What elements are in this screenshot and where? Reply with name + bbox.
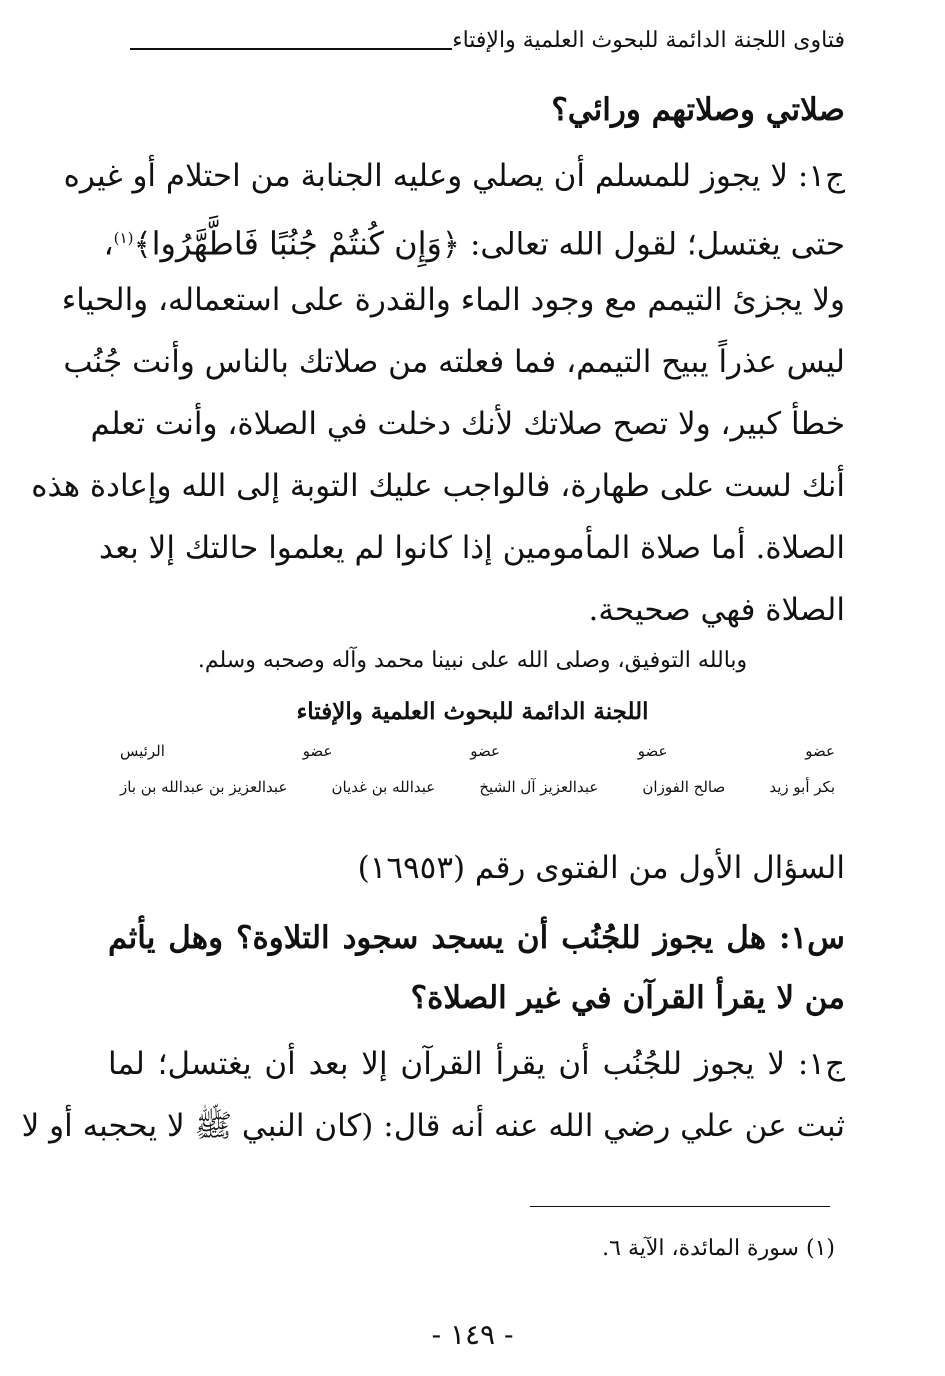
answer1-line7: الصلاة. أما صلاة المأمومين إذا كانوا لم يعلموا حالتك إلا بعد	[98, 530, 845, 566]
page-number: - ١٤٩ -	[431, 1318, 514, 1351]
signatory-role: عضو	[637, 742, 668, 760]
signatory-role: الرئيس	[120, 742, 165, 760]
question2-line2: من لا يقرأ القرآن في غير الصلاة؟	[410, 980, 845, 1016]
signatory-name: بكر أبو زيد	[769, 778, 835, 796]
question-continuation: صلاتي وصلاتهم ورائي؟	[551, 92, 845, 128]
signatory-role: عضو	[302, 742, 333, 760]
signatory-role: عضو	[470, 742, 500, 760]
answer2-line2: ثبت عن علي رضي الله عنه أنه قال: (كان النبي ﷺ لا يحجبه أو لا	[21, 1108, 845, 1144]
quran-bracket-close: ﴾	[133, 226, 152, 263]
answer1-line8: الصلاة فهي صحيحة.	[588, 592, 845, 628]
header-rule	[130, 48, 452, 50]
footnote-rule	[530, 1206, 830, 1207]
quran-verse: وَإِن كُنتُمْ جُنُبًا فَاطَّهَّرُوا	[151, 224, 442, 263]
answer1-line6: أنك لست على طهارة، فالواجب عليك التوبة إلى الله وإعادة هذه	[31, 468, 845, 504]
answer1-line5: خطأ كبير، ولا تصح صلاتك لأنك دخلت في الصلاة، وأنت تعلم	[90, 406, 845, 442]
answer1-line2-tail: ،	[103, 226, 114, 263]
footnote: (١) سورة المائدة، الآية ٦.	[602, 1236, 835, 1261]
committee-name: اللجنة الدائمة للبحوث العلمية والإفتاء	[296, 698, 649, 725]
answer1-line2-text: حتى يغتسل؛ لقول الله تعالى: ﴿	[441, 226, 845, 263]
answer1-line1: ج١: لا يجوز للمسلم أن يصلي وعليه الجنابة من احتلام أو غيره	[63, 158, 845, 194]
signatory-names	[120, 778, 835, 796]
closing-formula: وبالله التوفيق، وصلى الله على نبينا محمد وآله وصحبه وسلم.	[197, 648, 748, 673]
signatory-role: عضو	[805, 742, 835, 760]
signatory-name: عبدالعزيز آل الشيخ	[479, 778, 599, 796]
answer2-line1: ج١: لا يجوز للجُنُب أن يقرأ القرآن إلا بعد أن يغتسل؛ لما	[108, 1046, 845, 1082]
answer1-line4: ليس عذراً يبيح التيمم، فما فعلته من صلاتك بالناس وأنت جُنُب	[63, 344, 845, 380]
running-header: فتاوى اللجنة الدائمة للبحوث العلمية والإفتاء	[452, 28, 845, 53]
answer1-line2	[103, 214, 845, 263]
signatory-roles	[120, 742, 835, 760]
signatory-name: عبدالعزيز بن عبدالله بن باز	[120, 778, 288, 796]
signatory-name: صالح الفوزان	[642, 778, 726, 796]
question2-line1: س١: هل يجوز للجُنُب أن يسجد سجود التلاوة؟ وهل يأثم	[108, 920, 845, 956]
footnote-ref: (١)	[113, 229, 134, 247]
signatory-name: عبدالله بن غديان	[331, 778, 436, 796]
fatwa-heading: السؤال الأول من الفتوى رقم (١٦٩٥٣)	[357, 850, 845, 886]
answer1-line3: ولا يجزئ التيمم مع وجود الماء والقدرة على استعماله، والحياء	[61, 282, 845, 318]
